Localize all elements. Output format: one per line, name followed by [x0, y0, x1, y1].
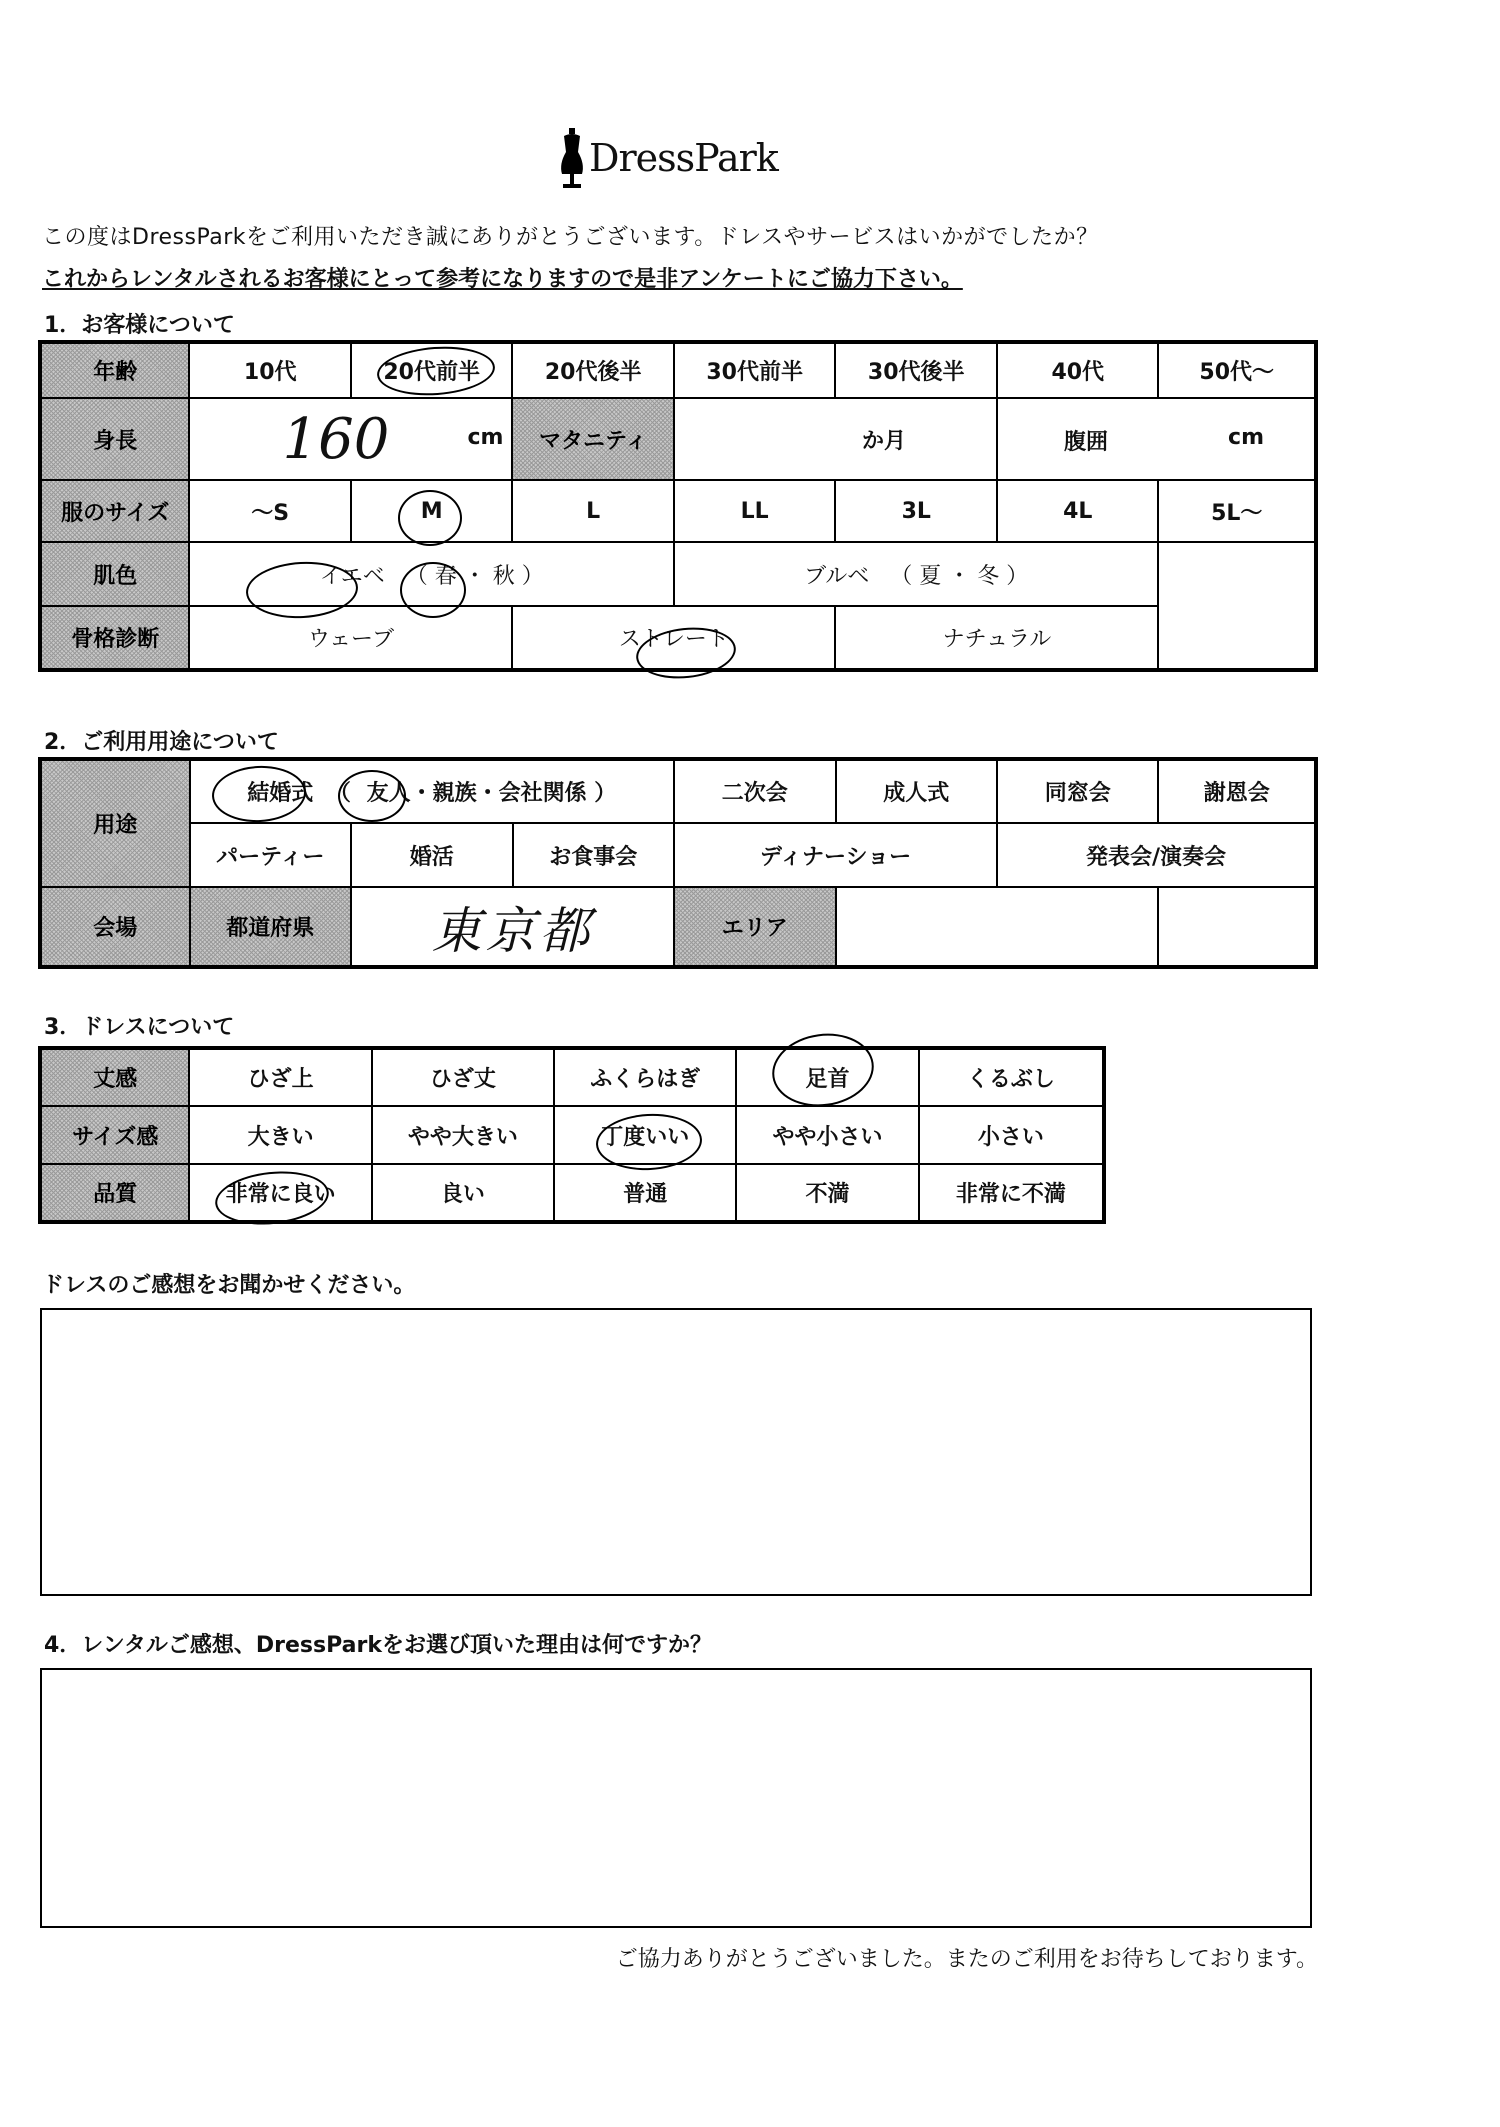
age-option-selected[interactable]: 20代前半	[351, 342, 512, 398]
wedding-relatives-label: ・親族・会社関係 ）	[410, 781, 617, 806]
height-value: 160	[282, 407, 390, 472]
purpose-option[interactable]: お食事会	[513, 823, 675, 887]
prefecture-field[interactable]	[351, 887, 674, 967]
prefecture-label: 都道府県	[190, 887, 351, 967]
age-option[interactable]: 30代後半	[835, 342, 997, 398]
height-row	[40, 398, 1316, 480]
dress-form-icon	[555, 128, 589, 190]
skin-label: 肌色	[40, 542, 189, 606]
length-row	[40, 1048, 1104, 1106]
waist-unit: cm	[1228, 425, 1264, 450]
venue-label: 会場	[40, 887, 190, 967]
purpose-option[interactable]: パーティー	[190, 823, 351, 887]
length-option[interactable]: ひざ上	[189, 1048, 371, 1106]
quality-option-selected[interactable]: 非常に良い	[189, 1164, 371, 1222]
selection-circle-friend	[338, 770, 406, 822]
fit-option-selected[interactable]: 丁度いい	[554, 1106, 736, 1164]
area-label: エリア	[674, 887, 835, 967]
quality-option[interactable]: 普通	[554, 1164, 736, 1222]
wedding-friend-label: 友人	[366, 781, 411, 806]
bone-option-selected[interactable]: ストレート	[512, 606, 835, 670]
fit-option[interactable]: 大きい	[189, 1106, 371, 1164]
bone-option[interactable]: ナチュラル	[835, 606, 1158, 670]
intro-line-1: この度はDressParkをご利用いただき誠にありがとうございます。ドレスやサービスはいかがでしたか？	[42, 225, 1099, 250]
dress-comment-prompt: ドレスのご感想をお聞かせください。	[42, 1273, 416, 1298]
quality-label: 品質	[40, 1164, 189, 1222]
waist-field[interactable]	[997, 398, 1316, 480]
purpose-option[interactable]: 謝恩会	[1158, 759, 1316, 823]
purpose-option[interactable]: ディナーショー	[674, 823, 997, 887]
quality-option[interactable]: 不満	[736, 1164, 918, 1222]
age-option[interactable]: 40代	[997, 342, 1158, 398]
size-option[interactable]: LL	[674, 480, 836, 542]
intro-line-2: これからレンタルされるお客様にとって参考になりますので是非アンケートにご協力下さい。	[42, 267, 963, 292]
footer-thanks: ご協力ありがとうございました。またのご利用をお待ちしております。	[615, 1947, 1318, 1972]
section3-title: 3．ドレスについて	[44, 1015, 235, 1040]
quality-option[interactable]: 良い	[372, 1164, 554, 1222]
section2-title: 2．ご利用用途について	[44, 730, 279, 755]
fit-option[interactable]: 小さい	[919, 1106, 1104, 1164]
selection-circle-skin-spring	[400, 562, 466, 618]
rental-comment-box[interactable]	[40, 1668, 1312, 1928]
size-option[interactable]: 5L～	[1158, 480, 1316, 542]
fit-option[interactable]: やや大きい	[372, 1106, 554, 1164]
height-label: 身長	[40, 398, 189, 480]
skin-yellow-seasons: （ 春 ・ 秋 ）	[405, 563, 544, 589]
age-row	[40, 342, 1316, 398]
section1-title: 1．お客様について	[44, 313, 235, 338]
size-label: 服のサイズ	[40, 480, 189, 542]
length-option[interactable]: ひざ丈	[372, 1048, 554, 1106]
height-unit: cm	[467, 425, 504, 450]
purpose-option[interactable]: 婚活	[351, 823, 513, 887]
length-option-selected[interactable]: 足首	[736, 1048, 918, 1106]
age-option[interactable]: 50代～	[1158, 342, 1316, 398]
wedding-option[interactable]: 結婚式 （ 友人・親族・会社関係 ）	[190, 759, 674, 823]
selection-circle-size	[398, 490, 462, 546]
purpose-option[interactable]: 成人式	[836, 759, 997, 823]
age-option[interactable]: 10代	[189, 342, 350, 398]
bone-option[interactable]: ウェーブ	[189, 606, 512, 670]
length-option[interactable]: ふくらはぎ	[554, 1048, 736, 1106]
skin-row	[40, 542, 1316, 606]
dress-table	[38, 1046, 1106, 1224]
months-label: か月	[862, 428, 907, 454]
purpose-row-2	[40, 823, 1316, 887]
venue-row	[40, 887, 1316, 967]
wedding-label: 結婚式	[247, 781, 314, 806]
size-row	[40, 480, 1316, 542]
maternity-label: マタニティ	[512, 398, 673, 480]
size-option[interactable]: L	[512, 480, 673, 542]
purpose-option[interactable]: 二次会	[674, 759, 835, 823]
length-label: 丈感	[40, 1048, 189, 1106]
size-option-selected[interactable]: M	[351, 480, 512, 542]
fit-label: サイズ感	[40, 1106, 189, 1164]
size-option[interactable]: 4L	[997, 480, 1158, 542]
skin-blue-seasons: （ 夏 ・ 冬 ）	[890, 563, 1029, 589]
purpose-label: 用途	[40, 759, 190, 887]
age-option[interactable]: 20代後半	[512, 342, 673, 398]
waist-label: 腹囲	[1064, 430, 1109, 455]
size-option[interactable]: ～S	[189, 480, 350, 542]
dress-comment-box[interactable]	[40, 1308, 1312, 1596]
fit-row	[40, 1106, 1104, 1164]
dresspark-logo	[555, 128, 795, 190]
purpose-option[interactable]: 発表会/演奏会	[997, 823, 1316, 887]
skin-blue-label: ブルベ	[804, 563, 870, 589]
skin-blue-option[interactable]	[674, 542, 1159, 606]
quality-row	[40, 1164, 1104, 1222]
height-field[interactable]	[189, 398, 512, 480]
fit-option[interactable]: やや小さい	[736, 1106, 918, 1164]
age-label: 年齢	[40, 342, 189, 398]
brand-name: DressPark	[589, 136, 778, 180]
quality-option[interactable]: 非常に不満	[919, 1164, 1104, 1222]
purpose-option[interactable]: 同窓会	[997, 759, 1158, 823]
bone-label: 骨格診断	[40, 606, 189, 670]
maternity-months-field[interactable]	[674, 398, 997, 480]
age-option[interactable]: 30代前半	[674, 342, 836, 398]
prefecture-value: 東京都	[431, 901, 594, 960]
length-option[interactable]: くるぶし	[919, 1048, 1104, 1106]
area-field[interactable]	[836, 887, 1159, 967]
customer-table	[38, 340, 1318, 672]
skin-yellow-label: イエベ	[319, 563, 385, 589]
section4-title: 4．レンタルご感想、DressParkをお選び頂いた理由は何ですか？	[44, 1633, 712, 1658]
size-option[interactable]: 3L	[835, 480, 997, 542]
